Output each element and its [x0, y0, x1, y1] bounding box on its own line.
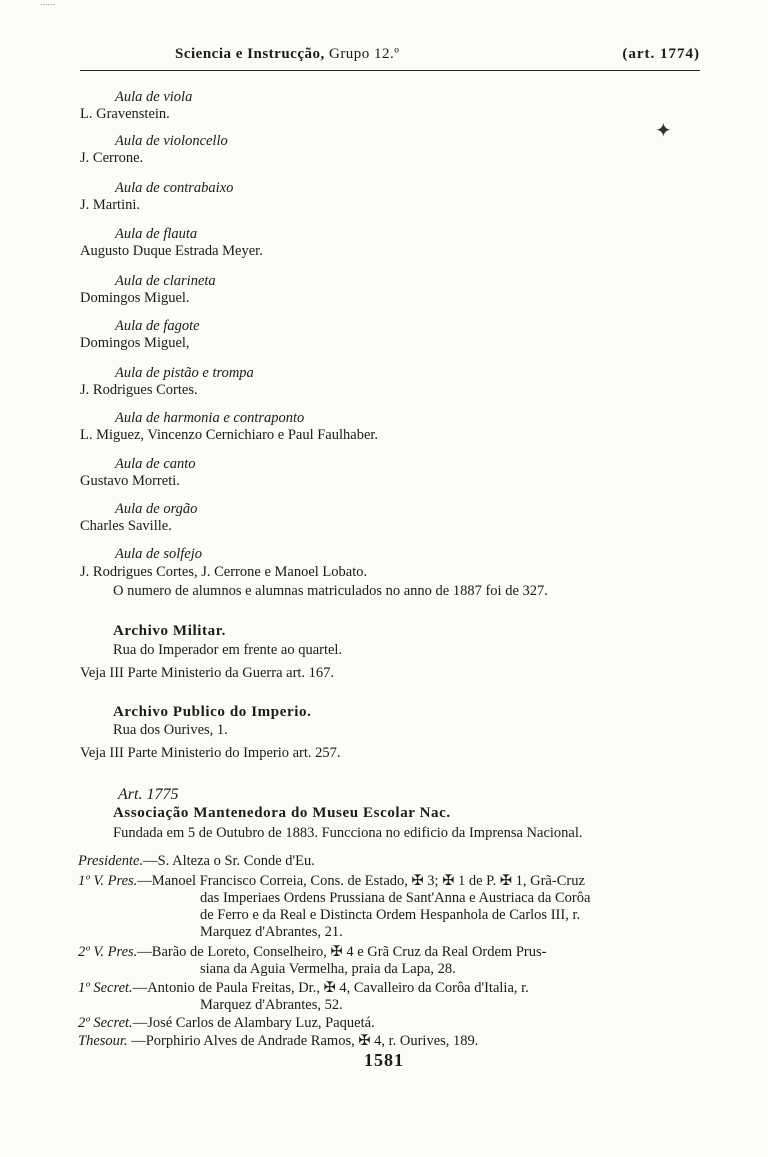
class-teacher: Augusto Duque Estrada Meyer.: [80, 243, 263, 259]
section-title-archivo-publico: Archivo Publico do Imperio.: [113, 704, 312, 720]
class-teacher: Domingos Miguel,: [80, 335, 190, 351]
officer-name: —S. Alteza o Sr. Conde d'Eu.: [143, 853, 315, 869]
class-teacher: Domingos Miguel.: [80, 290, 190, 306]
class-subject: Aula de fagote: [115, 318, 200, 334]
class-subject: Aula de orgão: [115, 501, 198, 517]
archivo-militar-ref: Veja III Parte Ministerio da Guerra art. 167.: [80, 665, 335, 681]
archivo-militar-address: Rua do Imperador em frente ao quartel.: [113, 642, 343, 658]
officer-role: 2º V. Pres.: [78, 944, 138, 960]
class-teacher: J. Rodrigues Cortes, J. Cerrone e Manoel Lobato.: [80, 564, 368, 580]
article-label: Art. 1775: [118, 786, 179, 803]
officer-name: —Manoel Francisco Correia, Cons. de Estado, ✠ 3; ✠ 1 de P. ✠ 1, Grã-Cruz: [137, 873, 585, 889]
officer-role: 2º Secret.: [78, 1015, 133, 1031]
class-teacher: Charles Saville.: [80, 518, 172, 534]
class-subject: Aula de violoncello: [115, 133, 228, 149]
header-title: Sciencia e Instrucção, Grupo 12.º: [175, 46, 400, 62]
students-note: O numero de alumnos e alumnas matriculados no anno de 1887 foi de 327.: [113, 583, 548, 599]
officer-role: Presidente.: [78, 853, 144, 869]
officer-text: Marquez d'Abrantes, 21.: [200, 924, 343, 940]
officer-name: —Porphirio Alves de Andrade Ramos, ✠ 4, r. Ourives, 189.: [131, 1033, 479, 1049]
class-subject: Aula de viola: [115, 89, 193, 105]
officer-text: siana da Aguia Vermelha, praia da Lapa, 28.: [200, 961, 456, 977]
ink-speck: ✦: [655, 120, 672, 142]
class-subject: Aula de harmonia e contraponto: [115, 410, 305, 426]
officer-presidente: [78, 853, 315, 870]
class-teacher: L. Miguez, Vincenzo Cernichiaro e Paul Faulhaber.: [80, 427, 379, 443]
header-group: Grupo 12.º: [328, 46, 400, 62]
officer-vp2: [78, 944, 546, 961]
officer-text: de Ferro e da Real e Distincta Ordem Hespanhola de Carlos III, r.: [200, 907, 581, 923]
officer-role: 1º V. Pres.: [78, 873, 138, 889]
class-teacher: J. Cerrone.: [80, 150, 144, 166]
section-title-archivo-militar: Archivo Militar.: [113, 623, 226, 639]
museu-founded: Fundada em 5 de Outubro de 1883. Funcciona no edificio da Imprensa Nacional.: [113, 825, 583, 841]
officer-role: 1º Secret.: [78, 980, 133, 996]
officer-sec2: [78, 1015, 375, 1032]
officer-vp1: [78, 873, 585, 890]
officer-text: das Imperiaes Ordens Prussiana de Sant'Anna e Austriaca da Corôa: [200, 890, 591, 906]
class-subject: Aula de flauta: [115, 226, 198, 242]
page-number: 1581: [364, 1050, 404, 1070]
officer-role: Thesour.: [78, 1033, 128, 1049]
header-article: (art. 1774): [622, 46, 700, 62]
class-teacher: J. Martini.: [80, 197, 141, 213]
class-subject: Aula de canto: [115, 456, 196, 472]
class-subject: Aula de solfejo: [115, 546, 202, 562]
officer-name: —José Carlos de Alambary Luz, Paquetá.: [132, 1015, 375, 1031]
officer-name: —Barão de Loreto, Conselheiro, ✠ 4 e Grã Cruz da Real Ordem Prus-: [137, 944, 547, 960]
class-subject: Aula de pistão e trompa: [115, 365, 254, 381]
class-subject: Aula de clarineta: [115, 273, 216, 289]
class-teacher: J. Rodrigues Cortes.: [80, 382, 198, 398]
section-title-museu: Associação Mantenedora do Museu Escolar Nac.: [113, 805, 451, 821]
ink-speck: ∙∙∙∙∙∙: [40, 0, 55, 11]
class-teacher: Gustavo Morreti.: [80, 473, 180, 489]
page-header: [80, 46, 700, 71]
class-subject: Aula de contrabaixo: [115, 180, 234, 196]
archivo-publico-address: Rua dos Ourives, 1.: [113, 722, 228, 738]
officer-sec1: [78, 980, 529, 997]
officer-name: —Antonio de Paula Freitas, Dr., ✠ 4, Cavalleiro da Corôa d'Italia, r.: [132, 980, 529, 996]
officer-thesoureiro: [78, 1033, 478, 1050]
archivo-publico-ref: Veja III Parte Ministerio do Imperio art. 257.: [80, 745, 341, 761]
class-teacher: L. Gravenstein.: [80, 106, 170, 122]
officer-text: Marquez d'Abrantes, 52.: [200, 997, 343, 1013]
